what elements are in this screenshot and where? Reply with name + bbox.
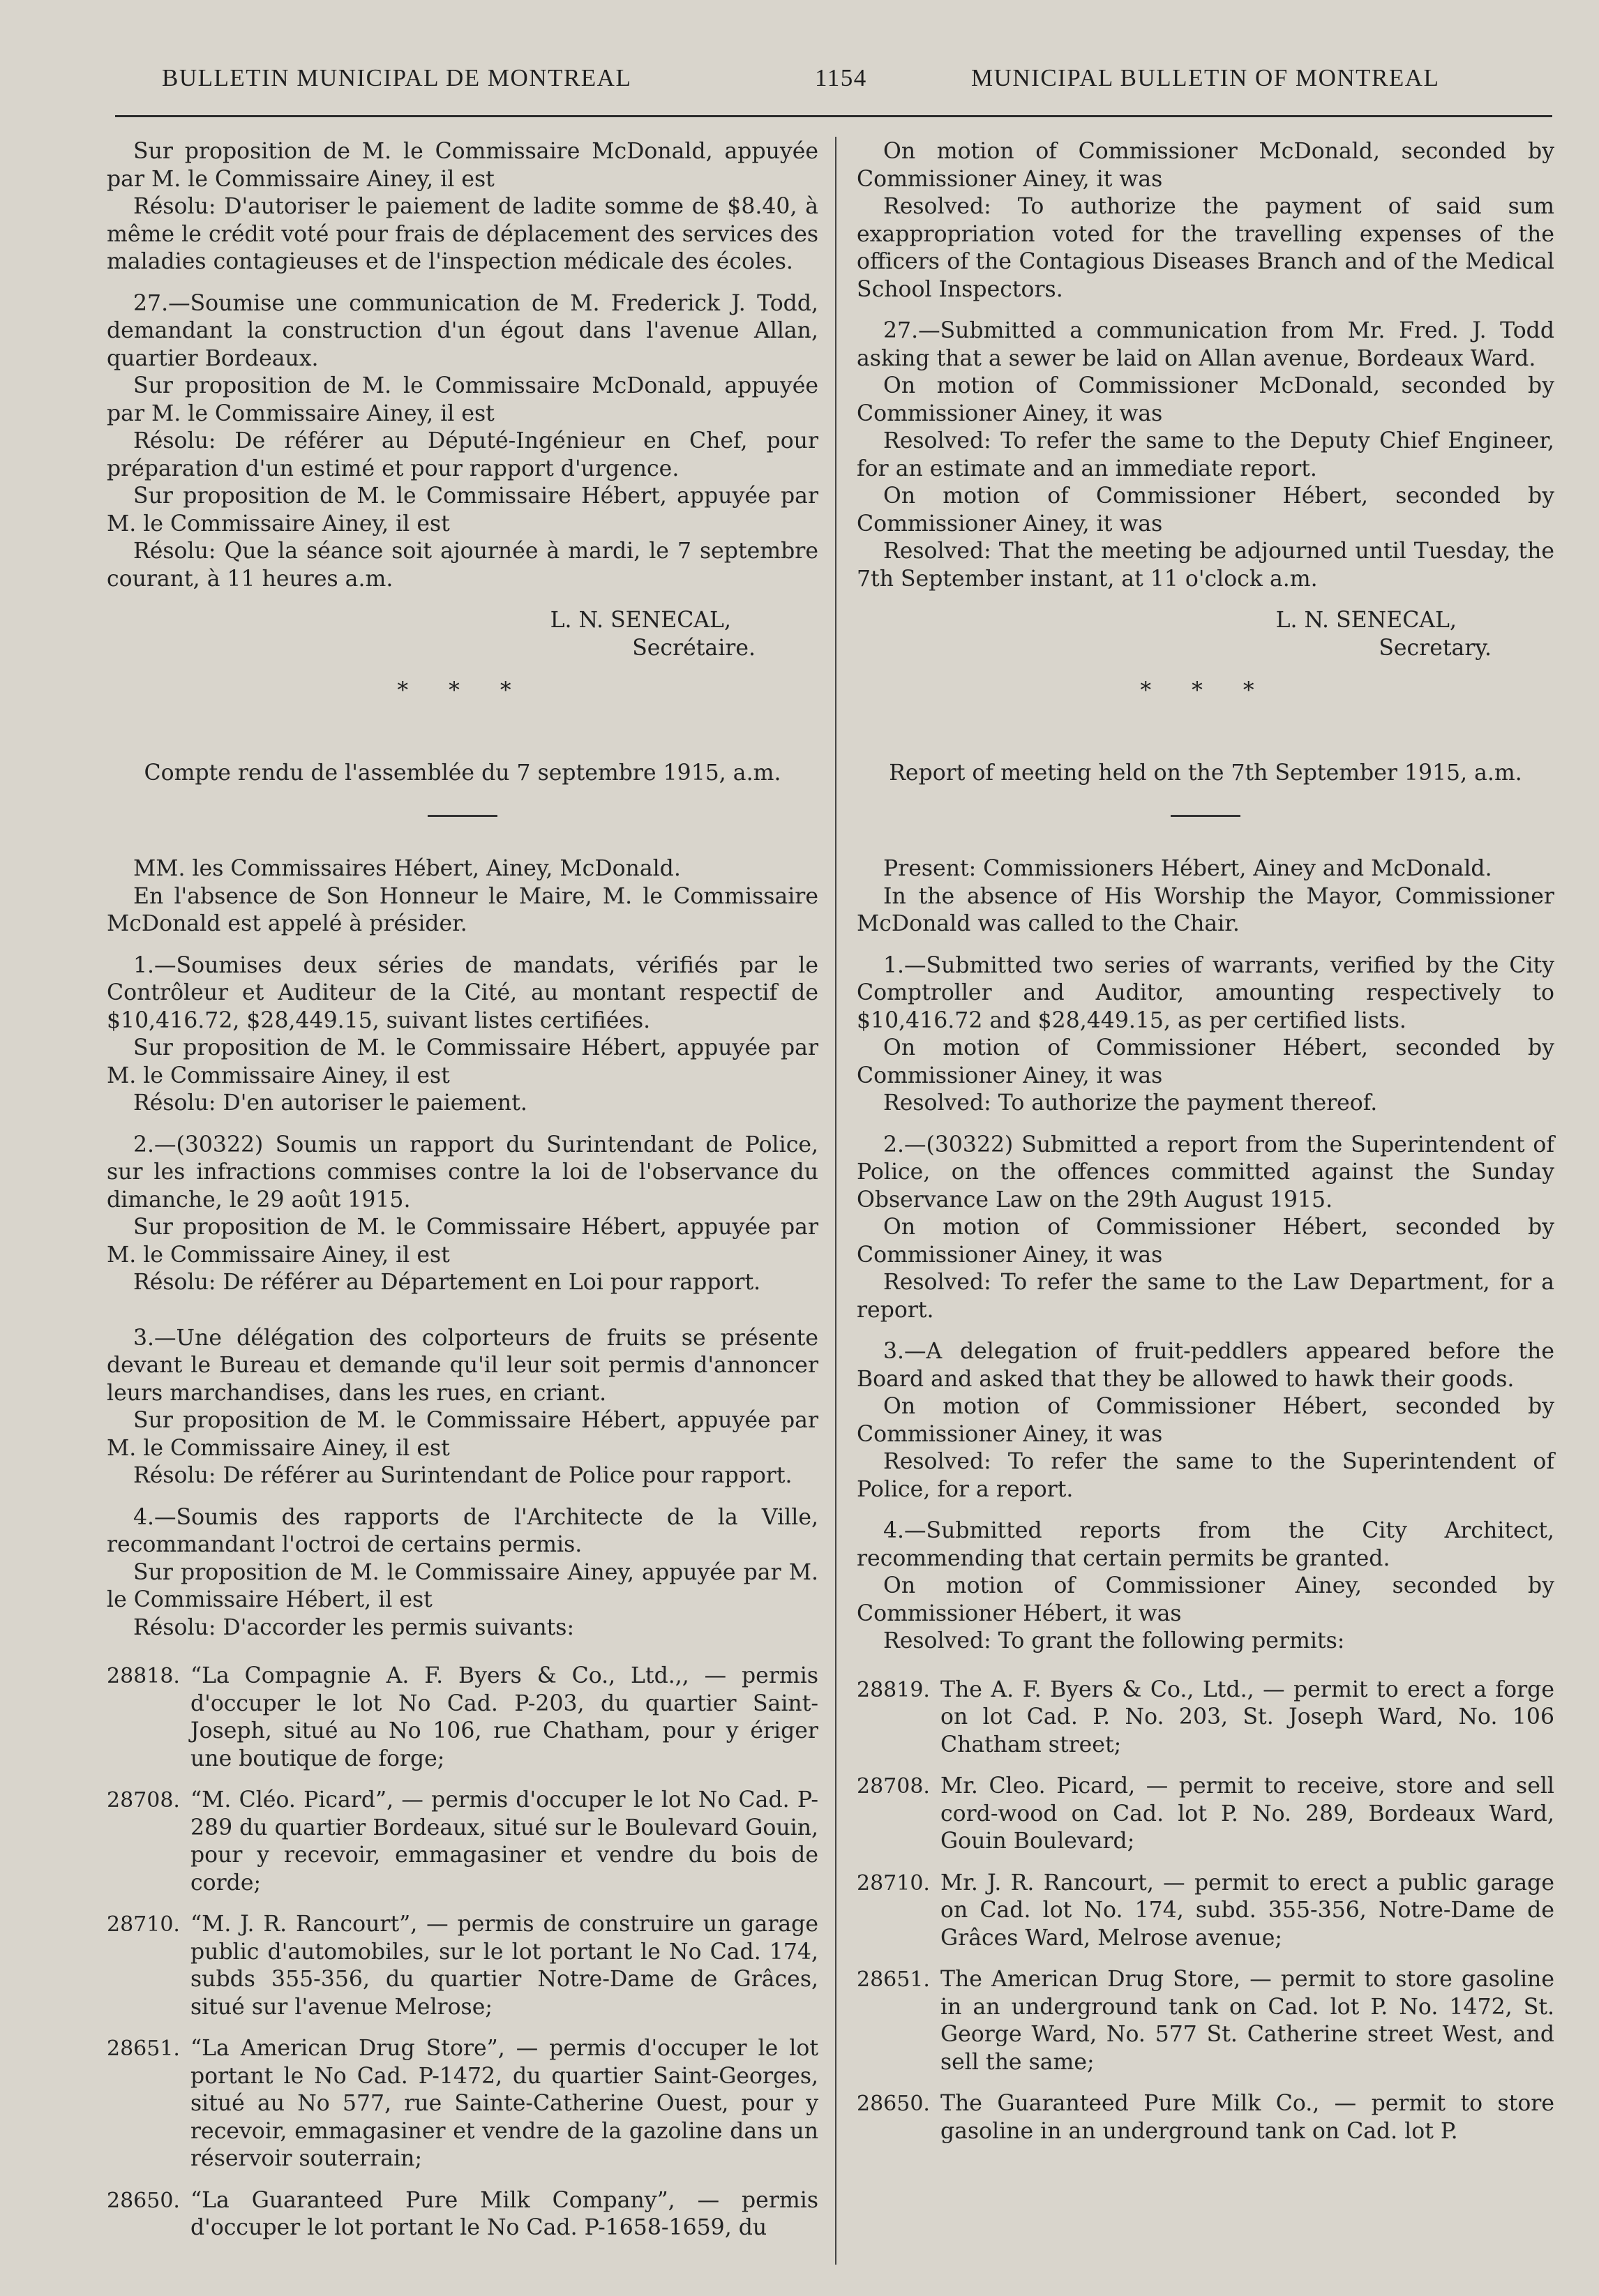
fr-paragraph: Sur proposition de M. le Commissaire Ainey, appuyée par M. le Commissaire Hébert, il est [107,1559,818,1612]
fr-paragraph: Résolu: D'accorder les permis suivants: [133,1614,575,1640]
en-permit-item [857,1870,1554,1953]
fr-permit-item [107,1911,818,2021]
en-permit-text: Mr. Cleo. Picard, — permit to receive, store and sell cord-wood on Cad. lot P. No. 289, Bordeaux Ward, Gouin Boulevard; [940,1773,1554,1854]
page-number: 1154 [815,64,867,91]
fr-permit-text: “La Guaranteed Pure Milk Company”, — permis d'occuper le lot portant le No Cad. P-1658-1659, du [190,2187,818,2240]
fr-signature [107,607,818,662]
fr-permit-number: 28651. [107,2036,180,2061]
fr-paragraph: Résolu: Que la séance soit ajournée à mardi, le 7 septembre courant, à 11 heures a.m. [107,539,818,592]
fr-permit-text: “M. J. R. Rancourt”, — permis de construire un garage public d'automobiles, sur le lot portant le No Cad. 174, subds 355-356, du quartier Notre-Dame de Grâces, situé sur l'avenue Melrose; [190,1912,818,2020]
english-column [857,138,1554,2145]
en-paragraph: Present: Commissioners Hébert, Ainey and McDonald. [883,856,1492,881]
fr-permit-number: 28650. [107,2188,180,2213]
column-divider [835,137,836,2265]
en-paragraph: 2.—(30322) Submitted a report from the Superintendent of Police, on the offences committed against the Sunday Observance Law on the 29th August 1915. [857,1132,1554,1213]
header-rule [115,115,1552,117]
en-paragraph: Resolved: That the meeting be adjourned until Tuesday, the 7th September instant, at 11 o'clock a.m. [857,539,1554,592]
en-paragraph: On motion of Commissioner Hébert, seconded by Commissioner Ainey, it was [857,1035,1554,1088]
fr-paragraph: 27.—Soumise une communication de M. Frederick J. Todd, demandant la construction d'un égout dans l'avenue Allan, quartier Bordeaux. [107,290,818,371]
fr-paragraph: Sur proposition de M. le Commissaire Hébert, appuyée par M. le Commissaire Ainey, il est [107,1215,818,1268]
header-left-title: BULLETIN MUNICIPAL DE MONTREAL [162,64,632,91]
en-paragraph: Resolved: To refer the same to the Superintendent of Police, for a report. [857,1449,1554,1502]
fr-report-heading: Compte rendu de l'assemblée du 7 septembre 1915, a.m. [144,760,781,786]
en-permit-number: 28710. [857,1870,930,1896]
en-permit-item [857,1966,1554,2076]
en-permit-item [857,1773,1554,1856]
fr-permit-number: 28818. [107,1664,180,1688]
en-paragraph: On motion of Commissioner Hébert, seconded by Commissioner Ainey, it was [857,1394,1554,1447]
en-paragraph: On motion of Commissioner McDonald, seconded by Commissioner Ainey, it was [857,373,1554,426]
fr-permit-item [107,2035,818,2173]
en-permit-number: 28650. [857,2092,930,2116]
en-paragraph: On motion of Commissioner Hébert, seconded by Commissioner Ainey, it was [857,1215,1554,1268]
en-paragraph: On motion of Commissioner McDonald, seconded by Commissioner Ainey, it was [857,139,1554,192]
fr-paragraph: Résolu: De référer au Surintendant de Police pour rapport. [133,1463,793,1488]
fr-signature-title: Secrétaire. [632,635,756,661]
fr-paragraph: Résolu: De référer au Député-Ingénieur en Chef, pour préparation d'un estimé et pour rapport d'urgence. [107,428,818,481]
fr-paragraph: Résolu: D'en autoriser le paiement. [133,1090,527,1116]
en-signature-name: L. N. SENECAL, [1275,608,1457,633]
fr-paragraph: 3.—Une délégation des colporteurs de fruits se présente devant le Bureau et demande qu'il leur soit permis d'annoncer leurs marchandises, dans les rues, en criant. [107,1325,818,1406]
en-paragraph: On motion of Commissioner Ainey, seconded by Commissioner Hébert, it was [857,1573,1554,1626]
en-permit-number: 28651. [857,1967,930,1992]
en-permit-text: The American Drug Store, — permit to store gasoline in an underground tank on Cad. lot P. No. 1472, St. George Ward, No. 577 St. Catherine street West, and sell the same; [940,1967,1554,2075]
fr-short-rule [428,815,497,817]
fr-permit-text: “La American Drug Store”, — permis d'occuper le lot portant le No Cad. P-1472, du quartier Saint-Georges, situé au No 577, rue Sainte-Catherine Ouest, pour y recevoir, emmagasiner et vendre de la gazoline dans un réservoir souterrain; [190,2036,818,2171]
en-paragraph: Resolved: To authorize the payment thereof. [883,1090,1378,1116]
en-separator-stars: * * * [1140,678,1271,703]
page-header [0,64,1599,106]
en-paragraph: 3.—A delegation of fruit-peddlers appeared before the Board and asked that they be allowed to hawk their goods. [857,1339,1554,1392]
en-paragraph: In the absence of His Worship the Mayor, Commissioner McDonald was called to the Chair. [857,883,1554,936]
en-permit-text: Mr. J. R. Rancourt, — permit to erect a public garage on Cad. lot No. 174, subd. 355-356, Notre-Dame de Grâces Ward, Melrose avenue; [940,1870,1554,1951]
fr-paragraph: 4.—Soumis des rapports de l'Architecte de la Ville, recommandant l'octroi de certains permis. [107,1504,818,1557]
en-permit-text: The Guaranteed Pure Milk Co., — permit to store gasoline in an underground tank on Cad. lot P. [940,2091,1554,2144]
fr-permit-text: “M. Cléo. Picard”, — permis d'occuper le lot No Cad. P-289 du quartier Bordeaux, situé sur le Boulevard Gouin, pour y recevoir, emmagasiner et vendre du bois de corde; [190,1787,818,1896]
en-signature-title: Secretary. [1379,635,1492,661]
fr-paragraph: Sur proposition de M. le Commissaire Hébert, appuyée par M. le Commissaire Ainey, il est [107,1408,818,1461]
fr-paragraph: En l'absence de Son Honneur le Maire, M. le Commissaire McDonald est appelé à présider. [107,883,818,936]
fr-permit-number: 28710. [107,1912,180,1937]
fr-paragraph: Résolu: De référer au Département en Loi pour rapport. [133,1270,761,1295]
en-paragraph: 1.—Submitted two series of warrants, verified by the City Comptroller and Auditor, amounting respectively to $10,416.72 and $28,449.15, as per certified lists. [857,952,1554,1033]
fr-permit-item [107,2187,818,2242]
en-permit-item [857,2090,1554,2145]
fr-permit-number: 28708. [107,1788,180,1813]
french-column [107,138,818,2242]
en-short-rule [1171,815,1240,817]
fr-paragraph: Sur proposition de M. le Commissaire McDonald, appuyée par M. le Commissaire Ainey, il est [107,373,818,426]
en-paragraph: Resolved: To refer the same to the Law Department, for a report. [857,1270,1554,1323]
en-signature [857,607,1554,662]
fr-permit-text: “La Compagnie A. F. Byers & Co., Ltd.,, — permis d'occuper le lot No Cad. P-203, du quartier Saint-Joseph, situé au No 106, rue Chatham, pour y ériger une boutique de forge; [190,1663,818,1771]
fr-signature-name: L. N. SENECAL, [550,608,731,633]
fr-paragraph: 2.—(30322) Soumis un rapport du Surintendant de Police, sur les infractions commises contre la loi de l'observance du dimanche, le 29 août 1915. [107,1132,818,1213]
fr-paragraph: MM. les Commissaires Hébert, Ainey, McDonald. [133,856,681,881]
fr-permit-item [107,1787,818,1897]
fr-separator-stars: * * * [397,678,528,703]
fr-permit-item [107,1663,818,1773]
en-permit-item [857,1676,1554,1759]
en-permit-number: 28708. [857,1774,930,1799]
en-permit-number: 28819. [857,1677,930,1702]
en-paragraph: 27.—Submitted a communication from Mr. Fred. J. Todd asking that a sewer be laid on Allan avenue, Bordeaux Ward. [857,318,1554,371]
fr-paragraph: Sur proposition de M. le Commissaire Hébert, appuyée par M. le Commissaire Ainey, il est [107,483,818,537]
header-right-title: MUNICIPAL BULLETIN OF MONTREAL [971,64,1440,91]
fr-paragraph: Sur proposition de M. le Commissaire McDonald, appuyée par M. le Commissaire Ainey, il est [107,139,818,192]
en-permit-text: The A. F. Byers & Co., Ltd., — permit to erect a forge on lot Cad. P. No. 203, St. Joseph Ward, No. 106 Chatham street; [940,1676,1554,1757]
fr-paragraph: Sur proposition de M. le Commissaire Hébert, appuyée par M. le Commissaire Ainey, il est [107,1035,818,1088]
fr-paragraph: Résolu: D'autoriser le paiement de ladite somme de $8.40, à même le crédit voté pour frais de déplacement des services des maladies contagieuses et de l'inspection médicale des écoles. [107,194,818,274]
fr-paragraph: 1.—Soumises deux séries de mandats, vérifiés par le Contrôleur et Auditeur de la Cité, au montant respectif de $10,416.72, $28,449.15, suivant listes certifiées. [107,952,818,1033]
en-paragraph: Resolved: To refer the same to the Deputy Chief Engineer, for an estimate and an immediate report. [857,428,1554,481]
en-paragraph: Resolved: To authorize the payment of said sum exappropriation voted for the travelling expenses of the officers of the Contagious Diseases Branch and of the Medical School Inspectors. [857,194,1554,302]
en-paragraph: Resolved: To grant the following permits: [883,1628,1345,1653]
en-paragraph: 4.—Submitted reports from the City Architect, recommending that certain permits be granted. [857,1518,1554,1571]
en-paragraph: On motion of Commissioner Hébert, seconded by Commissioner Ainey, it was [857,483,1554,537]
en-report-heading: Report of meeting held on the 7th September 1915, a.m. [889,760,1522,786]
